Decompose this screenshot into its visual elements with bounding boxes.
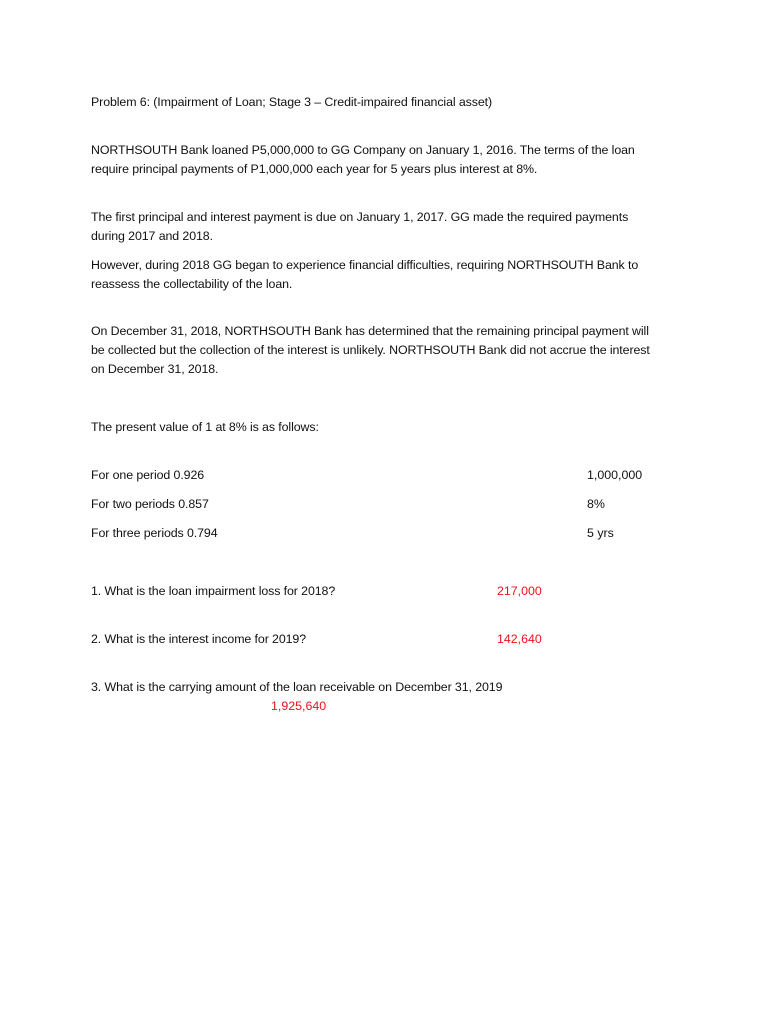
pv-row-label: For one period 0.926 — [91, 468, 205, 482]
question-2: 2. What is the interest income for 2019? — [91, 632, 307, 646]
answer-3: 1,925,640 — [271, 699, 327, 713]
paragraph-4-line-1: On December 31, 2018, NORTHSOUTH Bank has determined that the remaining principal payment will — [91, 324, 649, 338]
pv-intro: The present value of 1 at 8% is as follows: — [91, 420, 319, 434]
answer-2: 142,640 — [497, 632, 542, 646]
paragraph-4-line-2: be collected but the collection of the interest is unlikely. NORTHSOUTH Bank did not accrue the interest — [91, 343, 650, 357]
paragraph-2-line-1: The first principal and interest payment is due on January 1, 2017. GG made the required payments — [91, 210, 629, 224]
pv-row-label: For two periods 0.857 — [91, 497, 209, 511]
pv-row-label: For three periods 0.794 — [91, 526, 218, 540]
question-1: 1. What is the loan impairment loss for 2018? — [91, 584, 336, 598]
paragraph-2-line-2: during 2017 and 2018. — [91, 229, 213, 243]
pv-row-side-value: 8% — [587, 497, 605, 511]
answer-1: 217,000 — [497, 584, 542, 598]
paragraph-1-line-1: NORTHSOUTH Bank loaned P5,000,000 to GG Company on January 1, 2016. The terms of the loan — [91, 143, 635, 157]
problem-title: Problem 6: (Impairment of Loan; Stage 3 – Credit-impaired financial asset) — [91, 95, 492, 109]
paragraph-3-line-2: reassess the collectability of the loan. — [91, 277, 293, 291]
paragraph-3-line-1: However, during 2018 GG began to experience financial difficulties, requiring NORTHSOUTH Bank to — [91, 258, 639, 272]
question-3: 3. What is the carrying amount of the loan receivable on December 31, 2019 — [91, 680, 503, 694]
paragraph-4-line-3: on December 31, 2018. — [91, 362, 219, 376]
paragraph-1-line-2: require principal payments of P1,000,000 each year for 5 years plus interest at 8%. — [91, 162, 538, 176]
pv-row-side-value: 5 yrs — [587, 526, 614, 540]
pv-row-side-value: 1,000,000 — [587, 468, 643, 482]
